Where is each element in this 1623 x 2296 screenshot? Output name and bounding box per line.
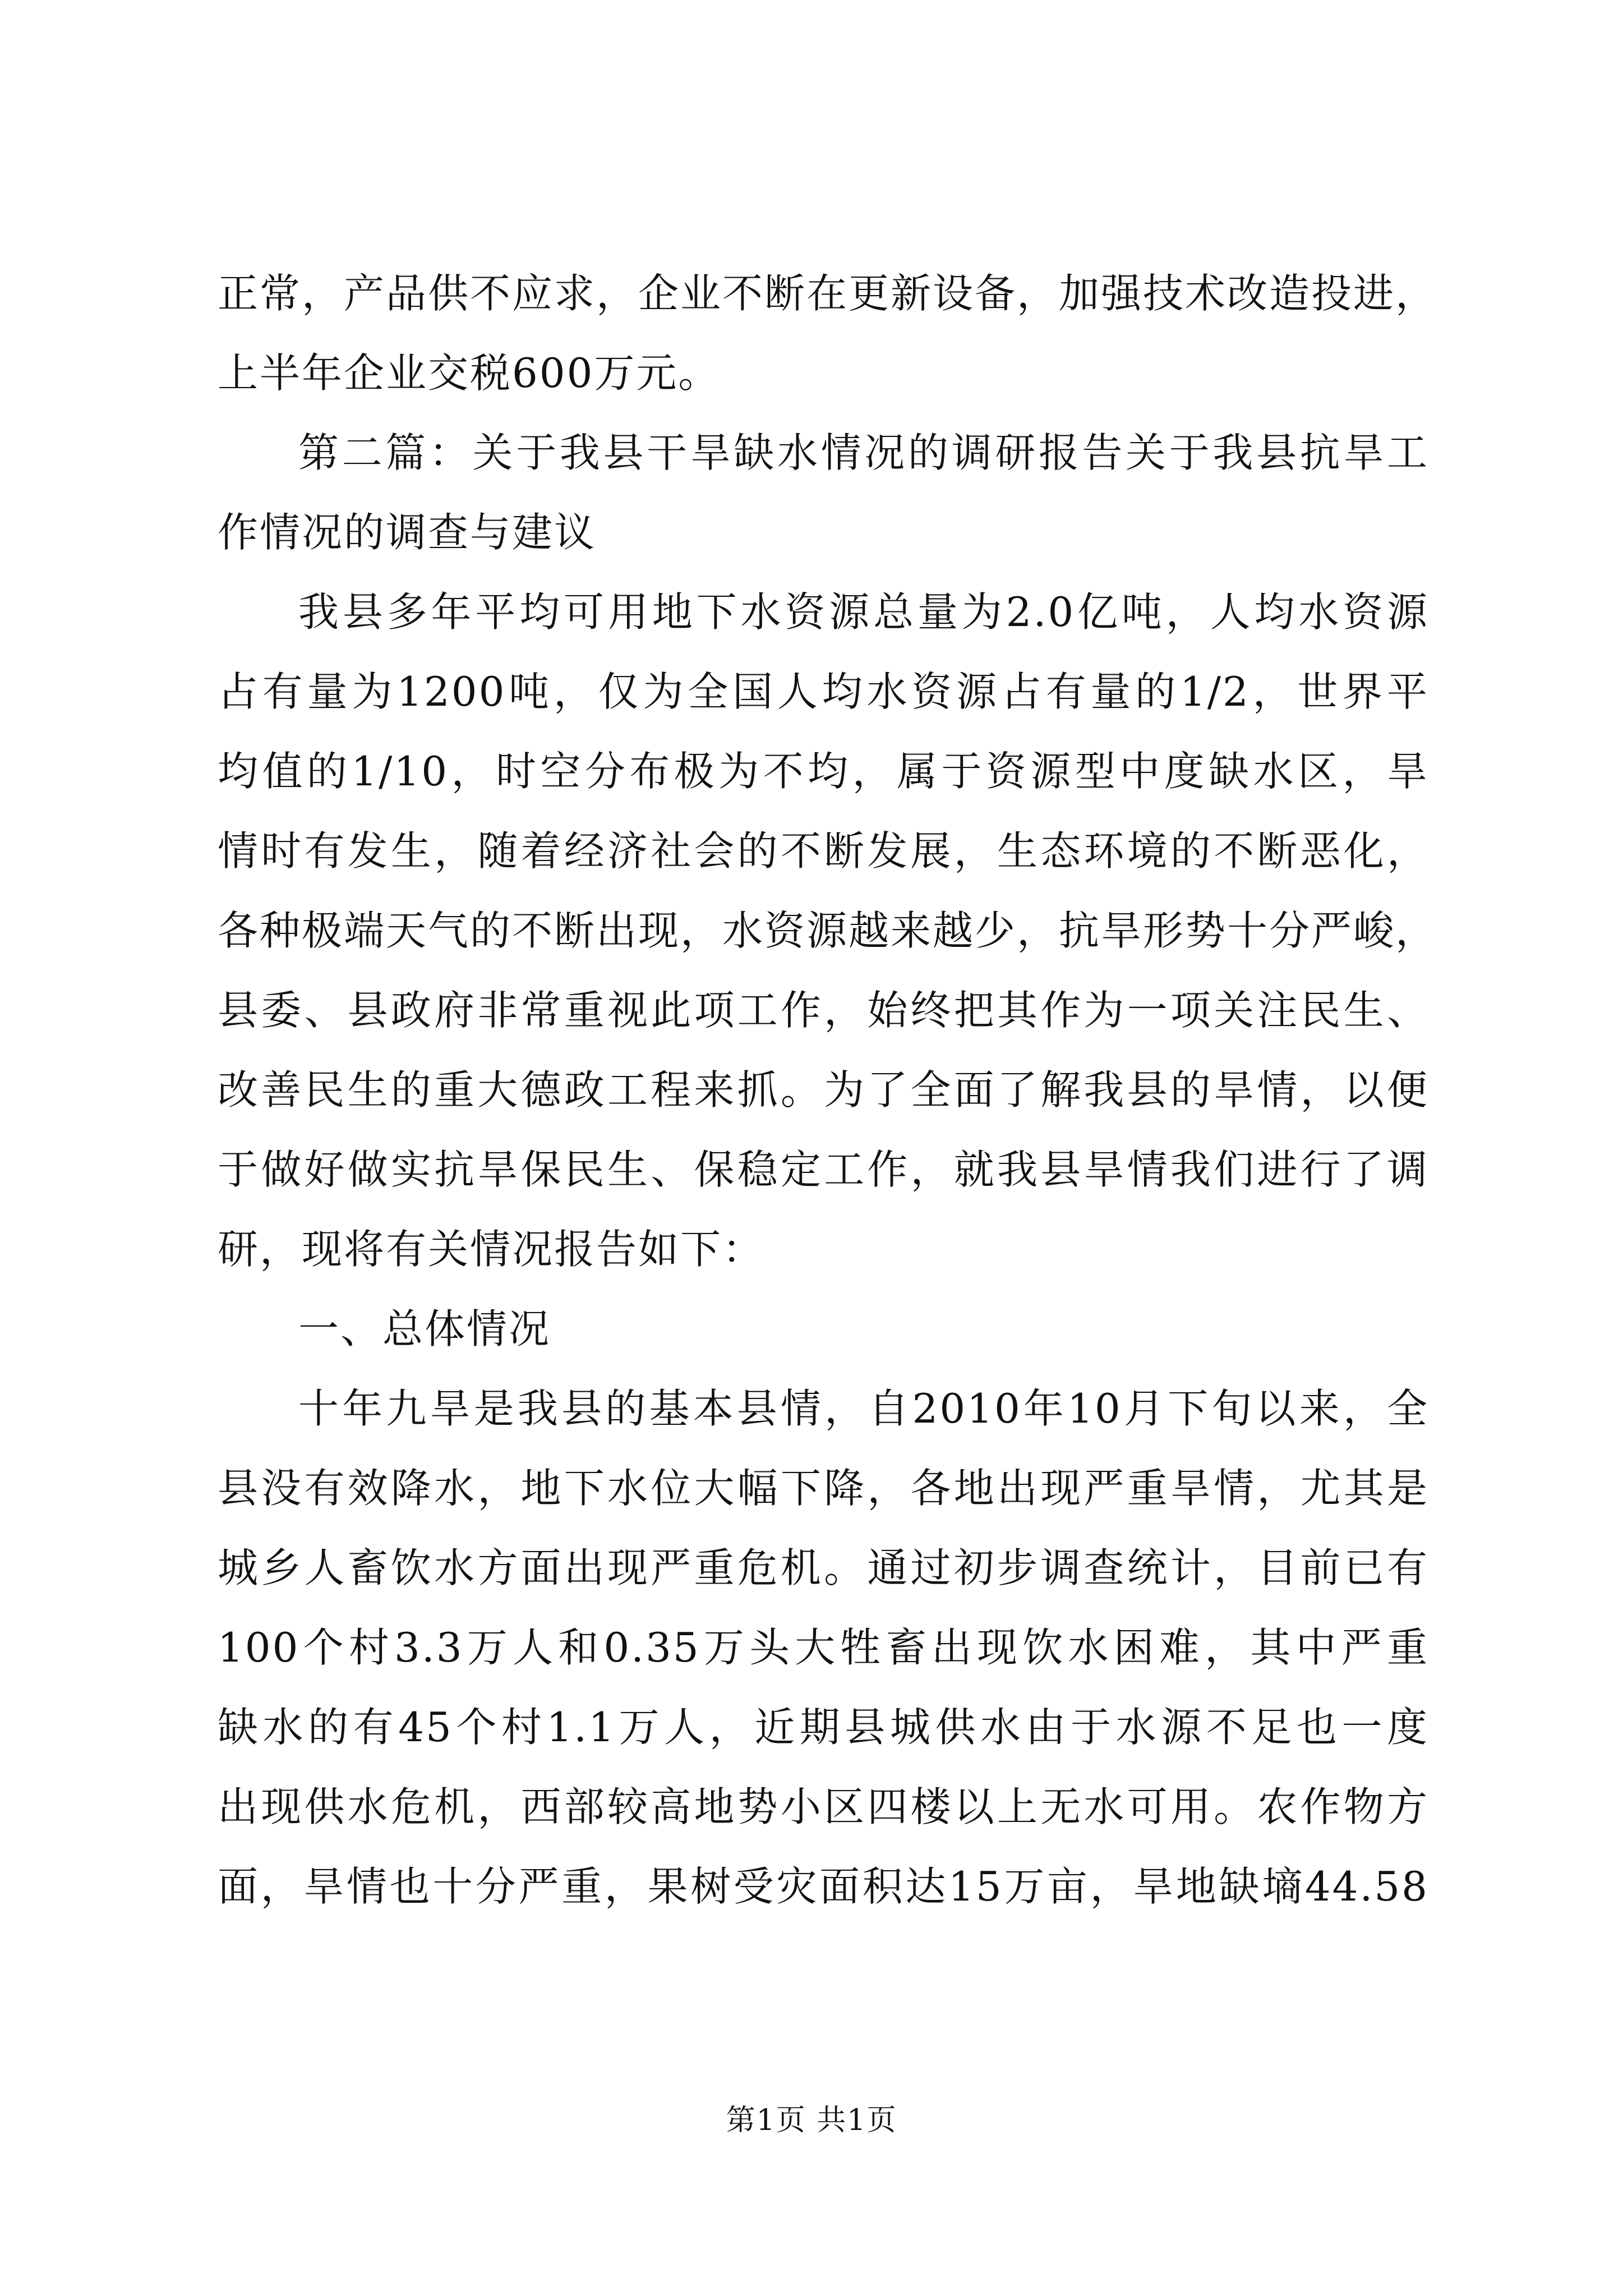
body-line-5: 我县多年平均可用地下水资源总量为2.0亿吨，人均水资源 [298,588,1429,636]
body-line-19: 缺水的有45个村1.1万人，近期县城供水由于水源不足也一度 [218,1704,1429,1751]
section-heading-line-1: 第二篇：关于我县干旱缺水情况的调研报告关于我县抗旱工 [298,429,1429,476]
body-line-9: 各种极端天气的不断出现，水资源越来越少，抗旱形势十分严峻， [218,907,1438,954]
body-line-21: 面，旱情也十分严重，果树受灾面积达15万亩，旱地缺墒44.58 [218,1863,1429,1910]
subsection-heading: 一、总体情况 [298,1305,551,1352]
page-number-footer: 第1页 共1页 [726,2104,897,2137]
body-line-18: 100个村3.3万人和0.35万头大牲畜出现饮水困难，其中严重 [218,1624,1429,1671]
body-line-2: 上半年企业交税600万元。 [218,349,721,397]
body-line-10: 县委、县政府非常重视此项工作，始终把其作为一项关注民生、 [218,987,1429,1034]
body-line-20: 出现供水危机，西部较高地势小区四楼以上无水可用。农作物方 [218,1783,1429,1830]
body-line-17: 城乡人畜饮水方面出现严重危机。通过初步调查统计，目前已有 [218,1544,1429,1591]
body-line-16: 县没有效降水，地下水位大幅下降，各地出现严重旱情，尤其是 [218,1465,1429,1512]
section-heading-line-2: 作情况的调查与建议 [218,509,597,556]
body-line-1: 正常，产品供不应求，企业不断在更新设备，加强技术改造投进， [218,270,1438,317]
body-line-13: 研，现将有关情况报告如下： [218,1226,765,1273]
body-line-7: 均值的1/10，时空分布极为不均，属于资源型中度缺水区，旱 [218,748,1429,795]
body-line-11: 改善民生的重大德政工程来抓。为了全面了解我县的旱情，以便 [218,1066,1429,1114]
body-line-12: 于做好做实抗旱保民生、保稳定工作，就我县旱情我们进行了调 [218,1146,1429,1193]
body-line-15: 十年九旱是我县的基本县情，自2010年10月下旬以来，全 [298,1385,1429,1432]
body-line-8: 情时有发生，随着经济社会的不断发展，生态环境的不断恶化， [218,827,1429,875]
body-line-6: 占有量为1200吨，仅为全国人均水资源占有量的1/2，世界平 [218,668,1429,715]
